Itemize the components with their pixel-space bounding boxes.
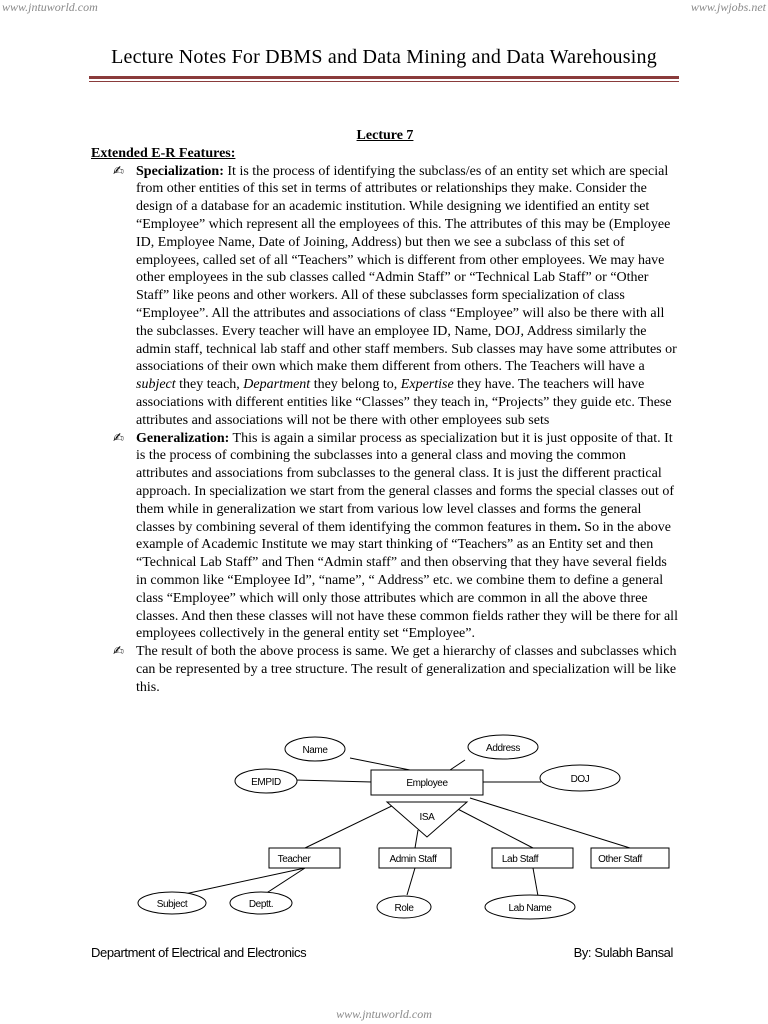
document-body (91, 127, 679, 697)
attribute-name-label: Name (302, 745, 328, 756)
writing-hand-icon: ✍ (113, 163, 124, 179)
writing-hand-icon: ✍ (113, 644, 124, 660)
specialization-italic-department: Department (243, 377, 311, 393)
generalization-text-1: This is again a similar process as specialization but it is just opposite of that. It is the process of combining the subclasses into a general class and moving the common attributes and associations from subclasses to the general class. It is just the different practical approach. In specialization we start from the general classes and forms the special classes out of them while in generalization we start from various low level classes and forms the general classes by combining several of them identifying the common features in them (136, 430, 675, 535)
term-specialization: Specialization: (136, 163, 224, 179)
bullet-generalization (91, 430, 679, 644)
result-text: The result of both the above process is same. We get a hierarchy of classes and subclasses which can be represented by a tree structure. The result of generalization and specialization will be like this. (136, 644, 677, 695)
specialization-text-3: they belong to, (310, 377, 401, 393)
link-isa-labstaff (450, 805, 533, 848)
page-header-title: Lecture Notes For DBMS and Data Mining and Data Warehousing (111, 46, 657, 68)
watermark-top-right: www.jwjobs.net (690, 0, 766, 14)
specialization-italic-expertise: Expertise (400, 377, 454, 393)
header-rule-thick (89, 76, 679, 79)
term-generalization: Generalization: (136, 430, 230, 446)
footer-author: By: Sulabh Bansal (573, 945, 673, 960)
link-teacher-subject (180, 868, 305, 895)
attribute-doj-label: DOJ (570, 774, 590, 785)
specialization-text-4: they have. The teachers will have associations with different entities like “Classes” they teach in, “Projects” they guide etc. These attributes and associations will not be there with other employees sub sets (136, 377, 672, 428)
link-empid-employee (295, 780, 372, 782)
subclass-adminstaff-label: Admin Staff (389, 854, 437, 865)
attribute-deptt-label: Deptt. (248, 899, 274, 910)
attribute-labname-label: Lab Name (508, 903, 552, 914)
specialization-italic-subject: subject (136, 377, 176, 393)
link-isa-teacher (305, 802, 400, 848)
watermark-bottom: www.jntuworld.com (336, 1007, 432, 1021)
subclass-otherstaff-label: Other Staff (598, 854, 642, 865)
section-heading: Extended E-R Features: (91, 145, 236, 161)
entity-employee-label: Employee (406, 778, 448, 789)
lecture-title: Lecture 7 (356, 128, 414, 143)
header-rule-thin (89, 81, 679, 82)
link-labstaff-labname (533, 868, 538, 896)
link-isa-otherstaff (470, 798, 630, 848)
generalization-text-2: So in the above example of Academic Institute we may start thinking of “Teachers” as an Entity set and then “Technical Lab Staff” and Then “Admin staff” and then observing that they have several fields in common like “Employee Id”, “name”, “ Address” etc. we combine them to define a general class “Employee” which will only those attributes which are common in all the above three classes. And then these classes will not have these common fields rather they will be there for all employees collectively in the general entity set “Employee”. (136, 519, 678, 642)
watermark-top-left: www.jntuworld.com (2, 0, 98, 14)
bullet-list (91, 163, 679, 697)
link-isa-adminstaff (415, 830, 418, 848)
generalization-bold-dot: . (577, 519, 581, 535)
footer-department: Department of Electrical and Electronics (91, 945, 307, 960)
attribute-empid-label: EMPID (251, 777, 281, 788)
isa-label: ISA (419, 812, 435, 823)
subclass-labstaff-label: Lab Staff (501, 854, 539, 865)
link-name-employee (350, 758, 410, 770)
bullet-specialization (91, 163, 679, 430)
attribute-address-label: Address (486, 743, 520, 754)
subclass-teacher-label: Teacher (277, 854, 311, 865)
link-adminstaff-role (407, 868, 415, 895)
specialization-text-2: they teach, (175, 377, 244, 393)
link-address-employee (450, 760, 465, 770)
er-diagram (0, 730, 768, 930)
attribute-role-label: Role (394, 903, 414, 914)
writing-hand-icon: ✍ (113, 430, 124, 446)
specialization-text-1: It is the process of identifying the subclass/es of an entity set which are special from other entities of this set in terms of attributes or relationships they make. Consider the design of a database for an academic institution. While designing we identified an entity set “Employee” which represent all the employees of this. The attributes of this may be (Employee ID, Employee Name, Date of Joining, Address) but then we see a subclass of this set of employees, called set of all “Teachers” which is different from other employees. We may have other employees in the sub classes called “Admin Staff” or “Technical Lab Staff” or “Other Staff” like peons and other workers. All of these subclasses form specialization of class “Employee”. All the attributes and associations of class “Employee” will also be there with all the subclasses. Every teacher will have an employee ID, Name, DOJ, Address similarly the admin staff, technical lab staff and other staff members. Sub classes may have some attributes or associations of their own which make them different from others. The Teachers will have a (136, 163, 677, 375)
bullet-result (91, 643, 679, 696)
attribute-subject-label: Subject (156, 899, 188, 910)
